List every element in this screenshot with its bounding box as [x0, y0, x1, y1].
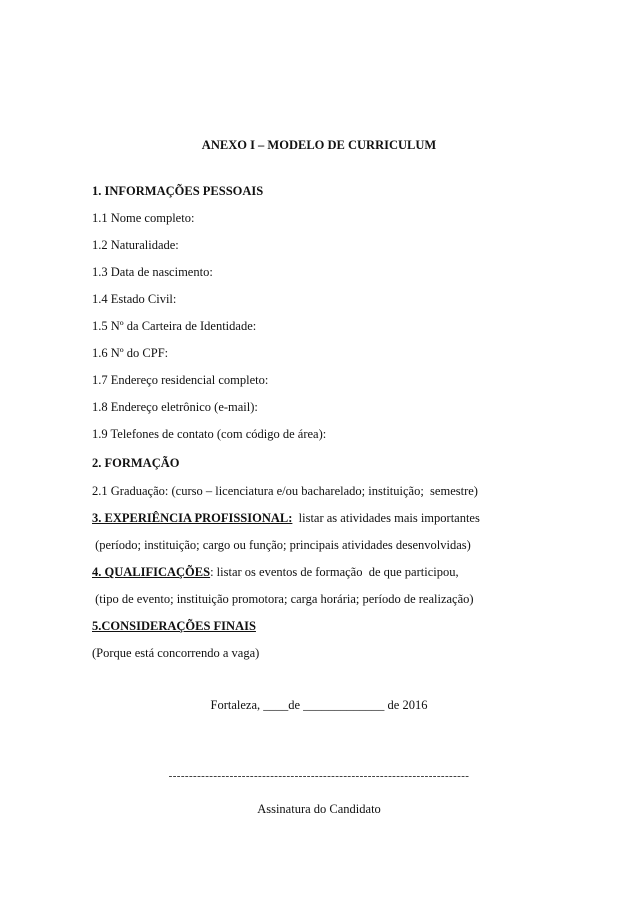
field-data-nascimento: 1.3 Data de nascimento:: [92, 265, 213, 279]
field-telefones: 1.9 Telefones de contato (com código de área):: [92, 427, 327, 441]
place-date-line: Fortaleza, ____de _____________ de 2016: [210, 698, 428, 712]
field-cpf: 1.6 Nº do CPF:: [92, 346, 169, 360]
section5-heading: 5.CONSIDERAÇÕES FINAIS: [92, 619, 256, 633]
field-carteira-identidade: 1.5 Nº da Carteira de Identidade:: [92, 319, 257, 333]
section2-heading: 2. FORMAÇÃO: [92, 456, 180, 470]
field-estado-civil: 1.4 Estado Civil:: [92, 292, 177, 306]
section3-line: [92, 512, 480, 525]
section5-detail: (Porque está concorrendo a vaga): [92, 646, 260, 660]
signature-line: --------------------------------------------------------------------------: [168, 770, 470, 782]
field-email: 1.8 Endereço eletrônico (e-mail):: [92, 400, 258, 414]
section3-heading: 3. EXPERIÊNCIA PROFISSIONAL:: [92, 511, 293, 525]
field-endereco-residencial: 1.7 Endereço residencial completo:: [92, 373, 269, 387]
field-naturalidade: 1.2 Naturalidade:: [92, 238, 179, 252]
section4-heading: 4. QUALIFICAÇÕES: [92, 565, 211, 579]
document-title: ANEXO I – MODELO DE CURRICULUM: [201, 138, 437, 152]
section4-text: : listar os eventos de formação de que participou,: [210, 565, 459, 579]
section1-heading: 1. INFORMAÇÕES PESSOAIS: [92, 184, 264, 198]
section3-detail: (período; instituição; cargo ou função; principais atividades desenvolvidas): [92, 538, 471, 552]
field-nome-completo: 1.1 Nome completo:: [92, 211, 195, 225]
section4-line: [92, 566, 459, 579]
section3-text: listar as atividades mais importantes: [292, 511, 480, 525]
signature-label: Assinatura do Candidato: [257, 802, 381, 816]
section4-detail: (tipo de evento; instituição promotora; carga horária; período de realização): [92, 592, 474, 606]
field-graduacao: 2.1 Graduação: (curso – licenciatura e/ou bacharelado; instituição; semestre): [92, 484, 478, 498]
